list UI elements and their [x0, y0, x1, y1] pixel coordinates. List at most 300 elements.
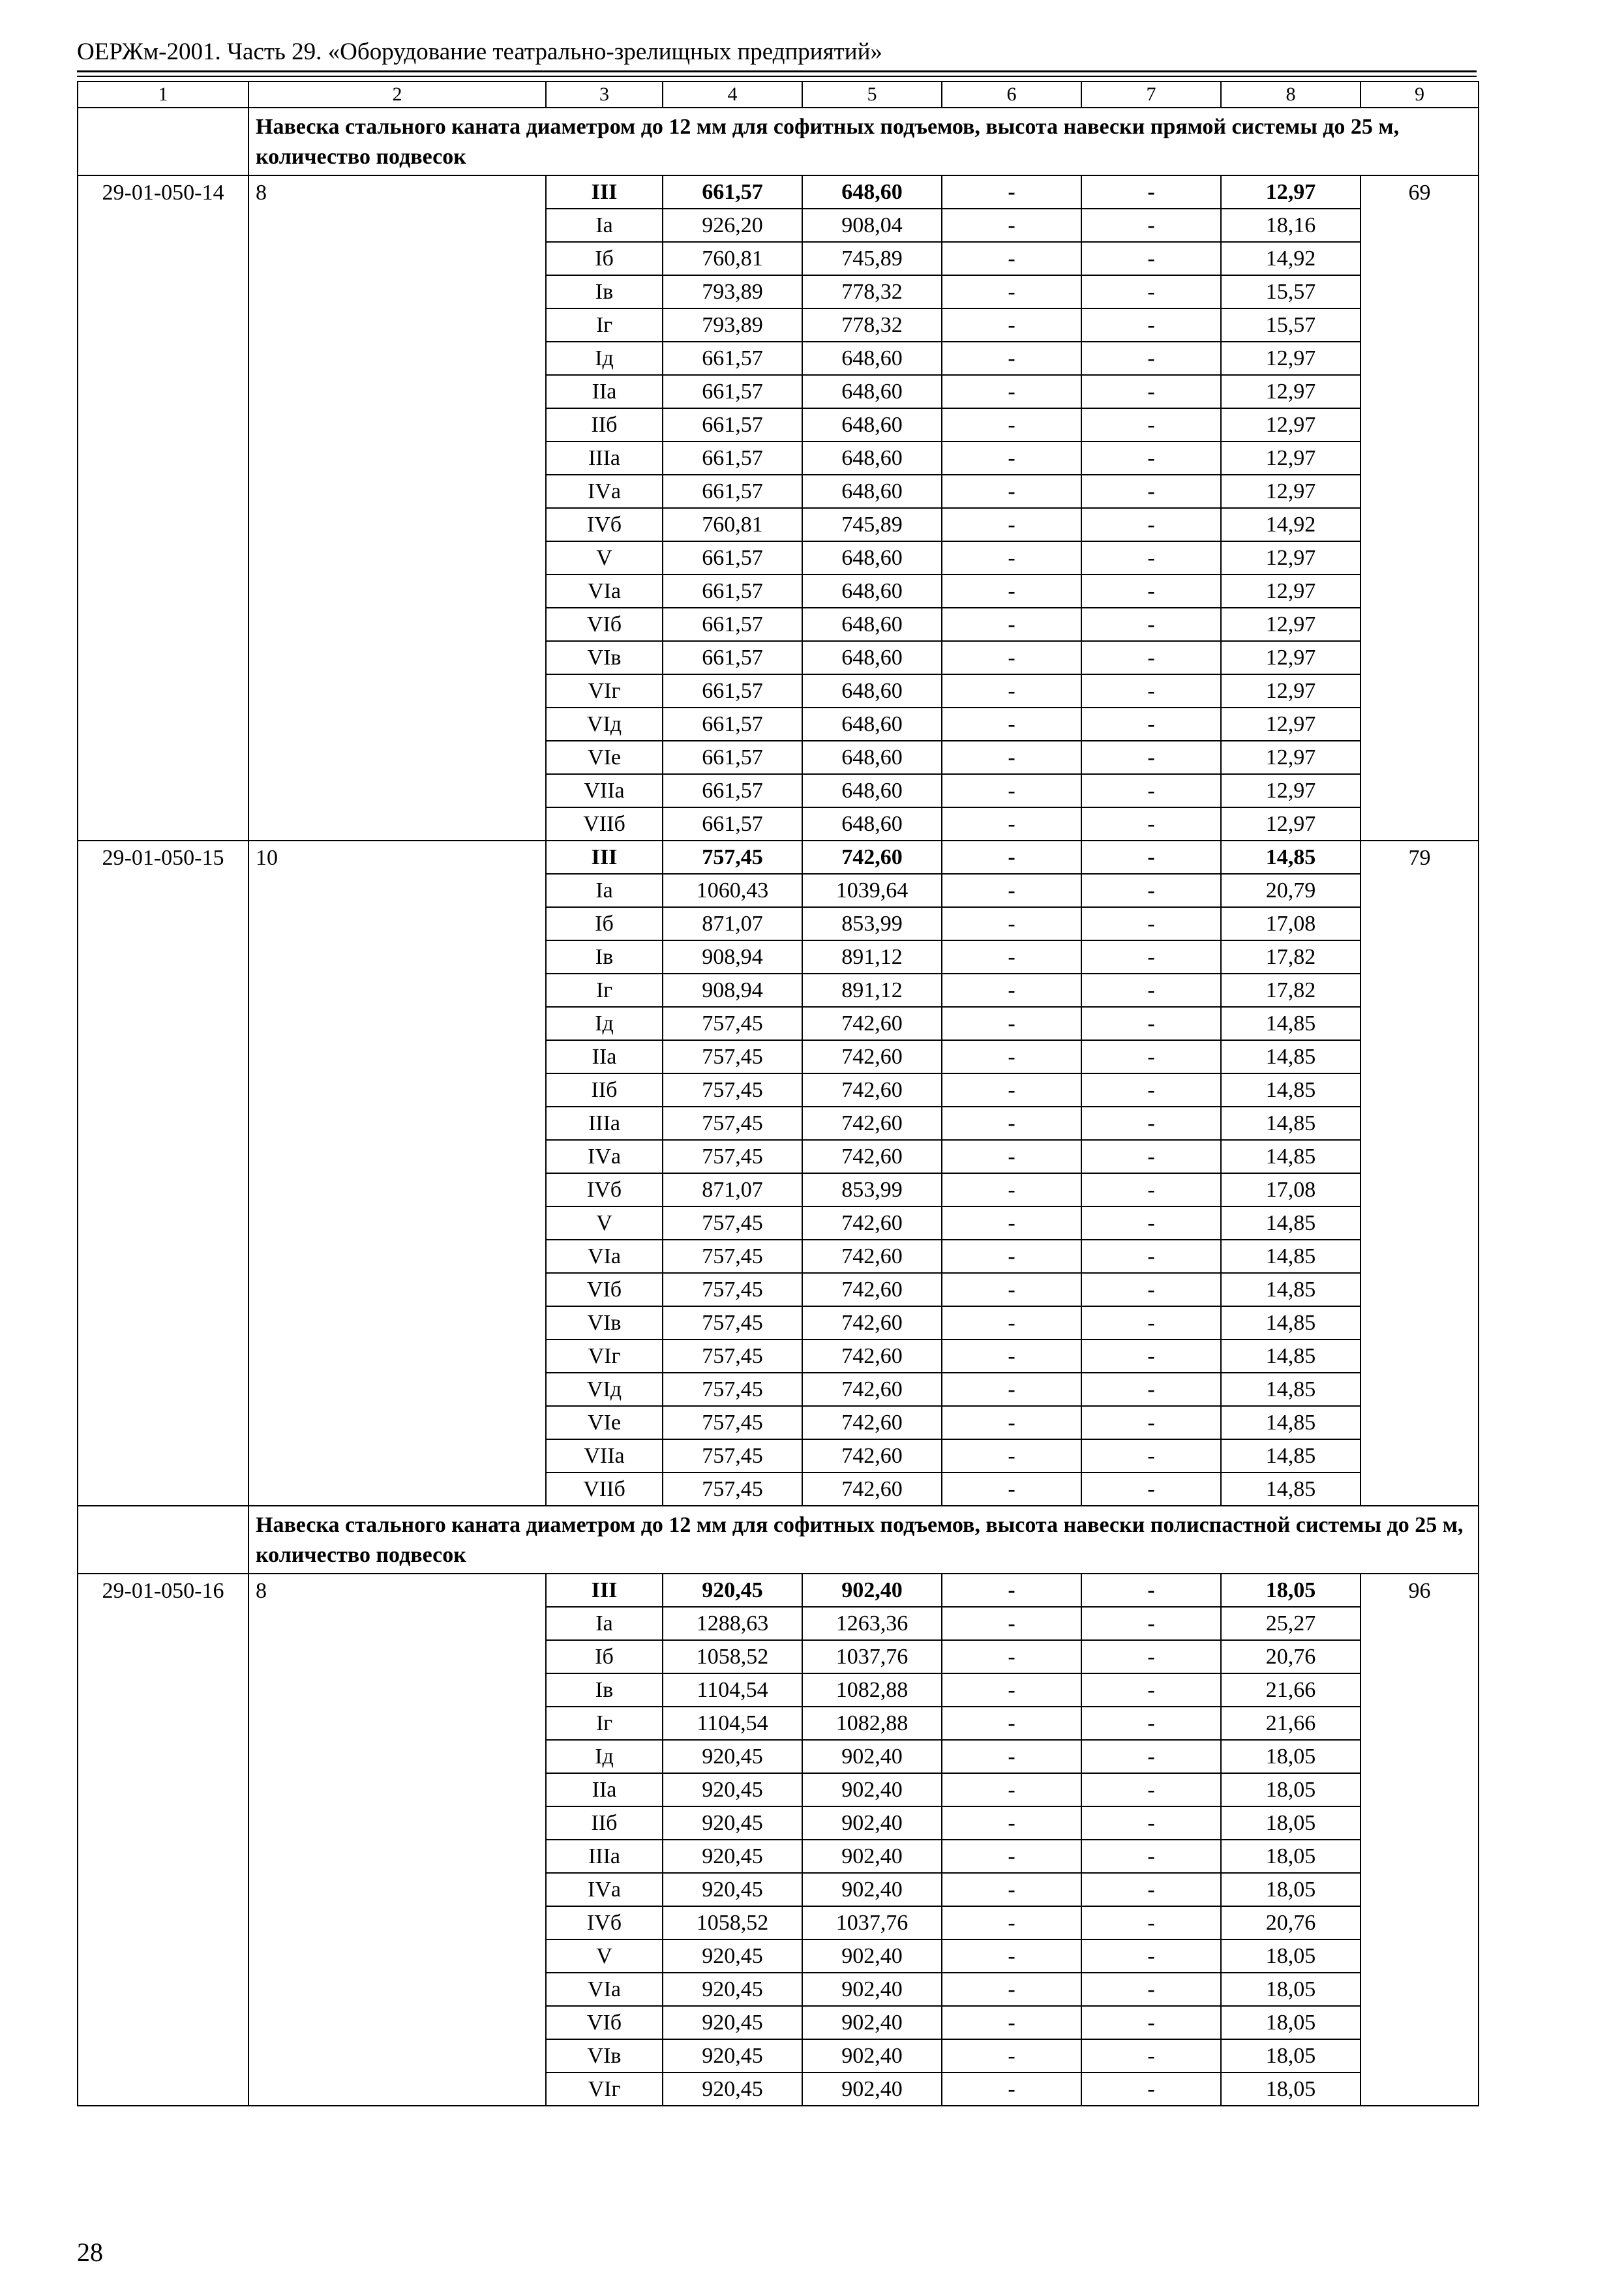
table-cell: 908,94	[663, 974, 802, 1007]
table-cell: -	[942, 1873, 1081, 1906]
column-9-value: 79	[1361, 841, 1479, 1506]
table-cell: 742,60	[802, 1373, 942, 1406]
group-heading-spacer	[78, 1506, 248, 1574]
table-cell: -	[1081, 175, 1221, 209]
table-cell: VIг	[546, 674, 663, 708]
table-cell: -	[1081, 1040, 1221, 1073]
table-cell: 902,40	[802, 1840, 942, 1873]
table-cell: -	[1081, 1306, 1221, 1339]
suspension-count: 10	[248, 841, 546, 1506]
table-cell: 778,32	[802, 308, 942, 342]
table-cell: -	[942, 907, 1081, 940]
table-cell: 17,82	[1221, 940, 1361, 974]
table-cell: -	[1081, 441, 1221, 475]
table-cell: 12,97	[1221, 608, 1361, 641]
table-cell: -	[942, 1240, 1081, 1273]
table-cell: 17,08	[1221, 907, 1361, 940]
table-cell: -	[1081, 209, 1221, 242]
table-cell: -	[942, 1740, 1081, 1773]
table-cell: 742,60	[802, 841, 942, 874]
table-cell: IVб	[546, 1173, 663, 1206]
table-cell: 1058,52	[663, 1906, 802, 1939]
table-cell: IIб	[546, 408, 663, 441]
table-cell: 742,60	[802, 1040, 942, 1073]
table-cell: 661,57	[663, 175, 802, 209]
table-cell: 14,85	[1221, 841, 1361, 874]
table-cell: VIг	[546, 2072, 663, 2106]
table-cell: 1039,64	[802, 874, 942, 907]
table-cell: 12,97	[1221, 342, 1361, 375]
table-cell: 14,85	[1221, 1373, 1361, 1406]
table-cell: IIIа	[546, 441, 663, 475]
table-cell: IIIа	[546, 1840, 663, 1873]
table-cell: -	[1081, 1173, 1221, 1206]
table-cell: 1082,88	[802, 1707, 942, 1740]
table-cell: 902,40	[802, 2039, 942, 2072]
table-cell: -	[1081, 1673, 1221, 1707]
table-cell: 757,45	[663, 1406, 802, 1439]
table-cell: 760,81	[663, 242, 802, 275]
table-cell: 14,85	[1221, 1206, 1361, 1240]
table-cell: 926,20	[663, 209, 802, 242]
table-cell: 18,16	[1221, 209, 1361, 242]
column-number: 9	[1361, 82, 1479, 108]
table-cell: -	[1081, 974, 1221, 1007]
suspension-count: 8	[248, 1574, 546, 2106]
table-cell: 742,60	[802, 1439, 942, 1473]
header-rule	[77, 70, 1477, 72]
table-cell: 21,66	[1221, 1673, 1361, 1707]
table-cell: 757,45	[663, 1339, 802, 1373]
table-cell: 18,05	[1221, 1773, 1361, 1806]
table-cell: 742,60	[802, 1073, 942, 1107]
table-cell: -	[942, 1574, 1081, 1607]
table-cell: 661,57	[663, 608, 802, 641]
table-cell: -	[942, 841, 1081, 874]
table-cell: 742,60	[802, 1240, 942, 1273]
table-cell: 648,60	[802, 708, 942, 741]
table-cell: Iа	[546, 1607, 663, 1640]
rate-code: 29-01-050-16	[78, 1574, 248, 2106]
table-cell: 661,57	[663, 575, 802, 608]
table-cell: Iа	[546, 209, 663, 242]
table-cell: 742,60	[802, 1273, 942, 1306]
table-cell: 12,97	[1221, 807, 1361, 841]
table-cell: 20,76	[1221, 1640, 1361, 1673]
rate-code: 29-01-050-15	[78, 841, 248, 1506]
table-cell: 742,60	[802, 1140, 942, 1173]
table-cell: 648,60	[802, 674, 942, 708]
table-cell: 12,97	[1221, 741, 1361, 774]
table-cell: VIв	[546, 1306, 663, 1339]
table-cell: 18,05	[1221, 1806, 1361, 1840]
table-cell: 742,60	[802, 1107, 942, 1140]
table-cell: 661,57	[663, 708, 802, 741]
column-number: 7	[1081, 82, 1221, 108]
table-cell: 14,85	[1221, 1306, 1361, 1339]
table-cell: IVа	[546, 1873, 663, 1906]
table-cell: -	[942, 608, 1081, 641]
table-cell: 742,60	[802, 1306, 942, 1339]
table-cell: -	[942, 1373, 1081, 1406]
table-cell: -	[942, 1707, 1081, 1740]
table-cell: -	[1081, 874, 1221, 907]
table-cell: -	[1081, 1273, 1221, 1306]
column-9-value: 69	[1361, 175, 1479, 841]
table-cell: 648,60	[802, 774, 942, 807]
table-cell: 1263,36	[802, 1607, 942, 1640]
table-cell: 18,05	[1221, 1939, 1361, 1973]
table-cell: 12,97	[1221, 774, 1361, 807]
table-cell: -	[942, 807, 1081, 841]
table-cell: -	[1081, 1740, 1221, 1773]
table-cell: 891,12	[802, 974, 942, 1007]
table-cell: 17,82	[1221, 974, 1361, 1007]
table-cell: 757,45	[663, 1473, 802, 1506]
table-cell: -	[1081, 2072, 1221, 2106]
table-cell: VIIа	[546, 1439, 663, 1473]
table-cell: Iд	[546, 342, 663, 375]
table-cell: III	[546, 1574, 663, 1607]
table-cell: 902,40	[802, 1740, 942, 1773]
table-cell: 757,45	[663, 1073, 802, 1107]
table-cell: 661,57	[663, 807, 802, 841]
table-cell: IIа	[546, 1773, 663, 1806]
table-cell: 920,45	[663, 1806, 802, 1840]
table-cell: -	[942, 974, 1081, 1007]
table-cell: -	[942, 674, 1081, 708]
table-cell: 1060,43	[663, 874, 802, 907]
table-cell: -	[942, 1206, 1081, 1240]
table-cell: 920,45	[663, 2039, 802, 2072]
table-cell: 661,57	[663, 342, 802, 375]
table-cell: Iб	[546, 1640, 663, 1673]
table-cell: -	[1081, 608, 1221, 641]
table-cell: 760,81	[663, 508, 802, 541]
table-cell: 902,40	[802, 1806, 942, 1840]
table-cell: V	[546, 1206, 663, 1240]
table-cell: -	[1081, 1107, 1221, 1140]
page-number: 28	[77, 2237, 103, 2267]
table-cell: -	[1081, 242, 1221, 275]
column-number: 4	[663, 82, 802, 108]
table-cell: 648,60	[802, 641, 942, 674]
table-cell: Iг	[546, 308, 663, 342]
table-cell: Iа	[546, 874, 663, 907]
table-cell: -	[1081, 641, 1221, 674]
table-cell: -	[1081, 541, 1221, 575]
table-cell: -	[1081, 2006, 1221, 2039]
table-cell: -	[1081, 308, 1221, 342]
table-cell: 902,40	[802, 1773, 942, 1806]
table-cell: -	[942, 1306, 1081, 1339]
table-cell: 757,45	[663, 841, 802, 874]
table-cell: -	[942, 2039, 1081, 2072]
table-cell: 12,97	[1221, 575, 1361, 608]
table-cell: -	[1081, 1073, 1221, 1107]
table-cell: 648,60	[802, 807, 942, 841]
column-number: 8	[1221, 82, 1361, 108]
table-cell: 648,60	[802, 475, 942, 508]
table-cell: 12,97	[1221, 541, 1361, 575]
table-cell: -	[1081, 708, 1221, 741]
table-cell: 908,04	[802, 209, 942, 242]
table-cell: 871,07	[663, 1173, 802, 1206]
table-cell: 18,05	[1221, 1973, 1361, 2006]
table-cell: -	[1081, 2039, 1221, 2072]
table-cell: 853,99	[802, 1173, 942, 1206]
table-cell: 14,85	[1221, 1040, 1361, 1073]
column-9-value: 96	[1361, 1574, 1479, 2106]
table-cell: VIв	[546, 2039, 663, 2072]
table-cell: 742,60	[802, 1339, 942, 1373]
table-cell: 742,60	[802, 1473, 942, 1506]
table-cell: 920,45	[663, 1773, 802, 1806]
table-cell: 920,45	[663, 2006, 802, 2039]
column-number: 1	[78, 82, 248, 108]
table-cell: -	[1081, 1840, 1221, 1873]
table-cell: VIIб	[546, 807, 663, 841]
table-cell: -	[942, 2072, 1081, 2106]
table-cell: 12,97	[1221, 475, 1361, 508]
table-cell: 745,89	[802, 242, 942, 275]
table-cell: -	[1081, 375, 1221, 408]
table-cell: Iд	[546, 1007, 663, 1040]
table-cell: 18,05	[1221, 1574, 1361, 1607]
table-cell: 1104,54	[663, 1707, 802, 1740]
table-cell: 920,45	[663, 1939, 802, 1973]
table-cell: 14,92	[1221, 242, 1361, 275]
table-cell: -	[942, 1107, 1081, 1140]
table-cell: 793,89	[663, 275, 802, 308]
table-cell: 14,85	[1221, 1240, 1361, 1273]
table-cell: 14,85	[1221, 1439, 1361, 1473]
table-cell: -	[1081, 1473, 1221, 1506]
table-cell: 757,45	[663, 1007, 802, 1040]
table-cell: -	[942, 441, 1081, 475]
table-cell: -	[1081, 342, 1221, 375]
table-cell: -	[942, 1273, 1081, 1306]
table-cell: 14,85	[1221, 1406, 1361, 1439]
table-cell: 648,60	[802, 175, 942, 209]
table-cell: 742,60	[802, 1406, 942, 1439]
table-cell: 908,94	[663, 940, 802, 974]
table-cell: 757,45	[663, 1206, 802, 1240]
table-cell: -	[1081, 275, 1221, 308]
table-cell: Iд	[546, 1740, 663, 1773]
table-cell: 757,45	[663, 1306, 802, 1339]
table-cell: 757,45	[663, 1373, 802, 1406]
table-cell: III	[546, 841, 663, 874]
table-cell: -	[1081, 1707, 1221, 1740]
table-cell: 648,60	[802, 541, 942, 575]
table-cell: VIа	[546, 1973, 663, 2006]
table-cell: VIб	[546, 2006, 663, 2039]
table-cell: -	[942, 1073, 1081, 1107]
table-cell: -	[942, 1439, 1081, 1473]
table-cell: 757,45	[663, 1107, 802, 1140]
table-cell: 920,45	[663, 2072, 802, 2106]
table-cell: -	[1081, 1640, 1221, 1673]
table-cell: V	[546, 1939, 663, 1973]
table-cell: -	[942, 1939, 1081, 1973]
table-cell: 12,97	[1221, 441, 1361, 475]
table-cell: -	[942, 342, 1081, 375]
table-cell: -	[942, 1406, 1081, 1439]
table-cell: 1288,63	[663, 1607, 802, 1640]
rates-table-body	[78, 82, 1479, 2106]
table-cell: -	[942, 1673, 1081, 1707]
table-cell: 18,05	[1221, 2039, 1361, 2072]
table-cell: -	[1081, 1806, 1221, 1840]
table-cell: 14,85	[1221, 1273, 1361, 1306]
table-cell: -	[942, 541, 1081, 575]
table-cell: -	[1081, 1339, 1221, 1373]
table-cell: VIг	[546, 1339, 663, 1373]
table-cell: -	[1081, 1607, 1221, 1640]
table-cell: -	[942, 1973, 1081, 2006]
table-cell: Iг	[546, 974, 663, 1007]
table-cell: IIб	[546, 1073, 663, 1107]
table-cell: 902,40	[802, 1973, 942, 2006]
table-cell: -	[942, 1140, 1081, 1173]
table-cell: -	[942, 175, 1081, 209]
table-cell: VIб	[546, 1273, 663, 1306]
table-cell: -	[1081, 575, 1221, 608]
table-row	[78, 175, 1479, 209]
table-cell: -	[942, 242, 1081, 275]
table-cell: -	[1081, 1373, 1221, 1406]
table-cell: -	[942, 275, 1081, 308]
table-cell: 14,85	[1221, 1007, 1361, 1040]
table-cell: VIа	[546, 1240, 663, 1273]
table-cell: IVб	[546, 1906, 663, 1939]
table-cell: -	[1081, 1406, 1221, 1439]
table-cell: 18,05	[1221, 2072, 1361, 2106]
group-heading: Навеска стального каната диаметром до 12 мм для софитных подъемов, высота навески полиспастной системы до 25 м, количество подвесок	[248, 1506, 1479, 1574]
table-cell: 648,60	[802, 408, 942, 441]
table-cell: 742,60	[802, 1007, 942, 1040]
table-cell: -	[942, 1339, 1081, 1373]
table-cell: 12,97	[1221, 375, 1361, 408]
table-cell: 14,92	[1221, 508, 1361, 541]
table-cell: 757,45	[663, 1439, 802, 1473]
column-number-row	[78, 82, 1479, 108]
table-cell: 891,12	[802, 940, 942, 974]
table-cell: -	[942, 708, 1081, 741]
suspension-count: 8	[248, 175, 546, 841]
table-cell: 793,89	[663, 308, 802, 342]
table-cell: -	[942, 1773, 1081, 1806]
table-cell: -	[1081, 1973, 1221, 2006]
table-cell: 18,05	[1221, 1873, 1361, 1906]
table-cell: 25,27	[1221, 1607, 1361, 1640]
table-cell: IIIа	[546, 1107, 663, 1140]
table-cell: 661,57	[663, 641, 802, 674]
table-cell: 757,45	[663, 1040, 802, 1073]
table-cell: -	[1081, 1574, 1221, 1607]
header-rule-thin	[77, 76, 1477, 77]
table-cell: 742,60	[802, 1206, 942, 1240]
table-cell: 902,40	[802, 2006, 942, 2039]
table-cell: -	[942, 1840, 1081, 1873]
table-cell: 17,08	[1221, 1173, 1361, 1206]
table-cell: 648,60	[802, 441, 942, 475]
table-cell: 1058,52	[663, 1640, 802, 1673]
table-cell: -	[1081, 841, 1221, 874]
table-cell: 745,89	[802, 508, 942, 541]
table-cell: -	[942, 1906, 1081, 1939]
group-heading-spacer	[78, 108, 248, 175]
table-cell: IIб	[546, 1806, 663, 1840]
table-cell: -	[1081, 807, 1221, 841]
table-cell: 12,97	[1221, 674, 1361, 708]
table-cell: 757,45	[663, 1240, 802, 1273]
table-cell: 14,85	[1221, 1107, 1361, 1140]
table-cell: -	[942, 641, 1081, 674]
table-cell: -	[1081, 674, 1221, 708]
table-cell: IVа	[546, 475, 663, 508]
page-header: ОЕРЖм-2001. Часть 29. «Оборудование театрально-зрелищных предприятий»	[77, 38, 882, 65]
table-cell: 1037,76	[802, 1640, 942, 1673]
table-cell: 661,57	[663, 475, 802, 508]
table-cell: 12,97	[1221, 641, 1361, 674]
table-cell: 920,45	[663, 1840, 802, 1873]
table-cell: 18,05	[1221, 1840, 1361, 1873]
table-cell: V	[546, 541, 663, 575]
table-cell: -	[1081, 774, 1221, 807]
table-cell: -	[942, 940, 1081, 974]
table-cell: VIд	[546, 708, 663, 741]
table-cell: 902,40	[802, 1574, 942, 1607]
table-cell: VIIб	[546, 1473, 663, 1506]
table-cell: -	[942, 1473, 1081, 1506]
table-cell: 661,57	[663, 375, 802, 408]
rates-table	[77, 81, 1479, 2106]
table-cell: 18,05	[1221, 2006, 1361, 2039]
table-cell: 1037,76	[802, 1906, 942, 1939]
table-cell: -	[1081, 475, 1221, 508]
table-cell: 20,79	[1221, 874, 1361, 907]
table-cell: 12,97	[1221, 708, 1361, 741]
table-cell: 871,07	[663, 907, 802, 940]
table-cell: -	[942, 209, 1081, 242]
table-cell: -	[942, 774, 1081, 807]
group-heading-row	[78, 108, 1479, 175]
table-cell: 661,57	[663, 741, 802, 774]
table-cell: -	[1081, 1007, 1221, 1040]
table-cell: 661,57	[663, 441, 802, 475]
table-cell: -	[942, 1806, 1081, 1840]
table-cell: 661,57	[663, 408, 802, 441]
column-number: 3	[546, 82, 663, 108]
table-cell: 920,45	[663, 1973, 802, 2006]
table-cell: 661,57	[663, 674, 802, 708]
table-cell: 20,76	[1221, 1906, 1361, 1939]
table-cell: 14,85	[1221, 1140, 1361, 1173]
table-cell: 648,60	[802, 608, 942, 641]
table-cell: 902,40	[802, 1873, 942, 1906]
table-cell: 757,45	[663, 1273, 802, 1306]
table-cell: -	[942, 508, 1081, 541]
table-cell: -	[1081, 1773, 1221, 1806]
column-number: 2	[248, 82, 546, 108]
table-cell: IIа	[546, 375, 663, 408]
table-cell: IIа	[546, 1040, 663, 1073]
table-cell: VIе	[546, 1406, 663, 1439]
column-number: 6	[942, 82, 1081, 108]
table-cell: 661,57	[663, 774, 802, 807]
